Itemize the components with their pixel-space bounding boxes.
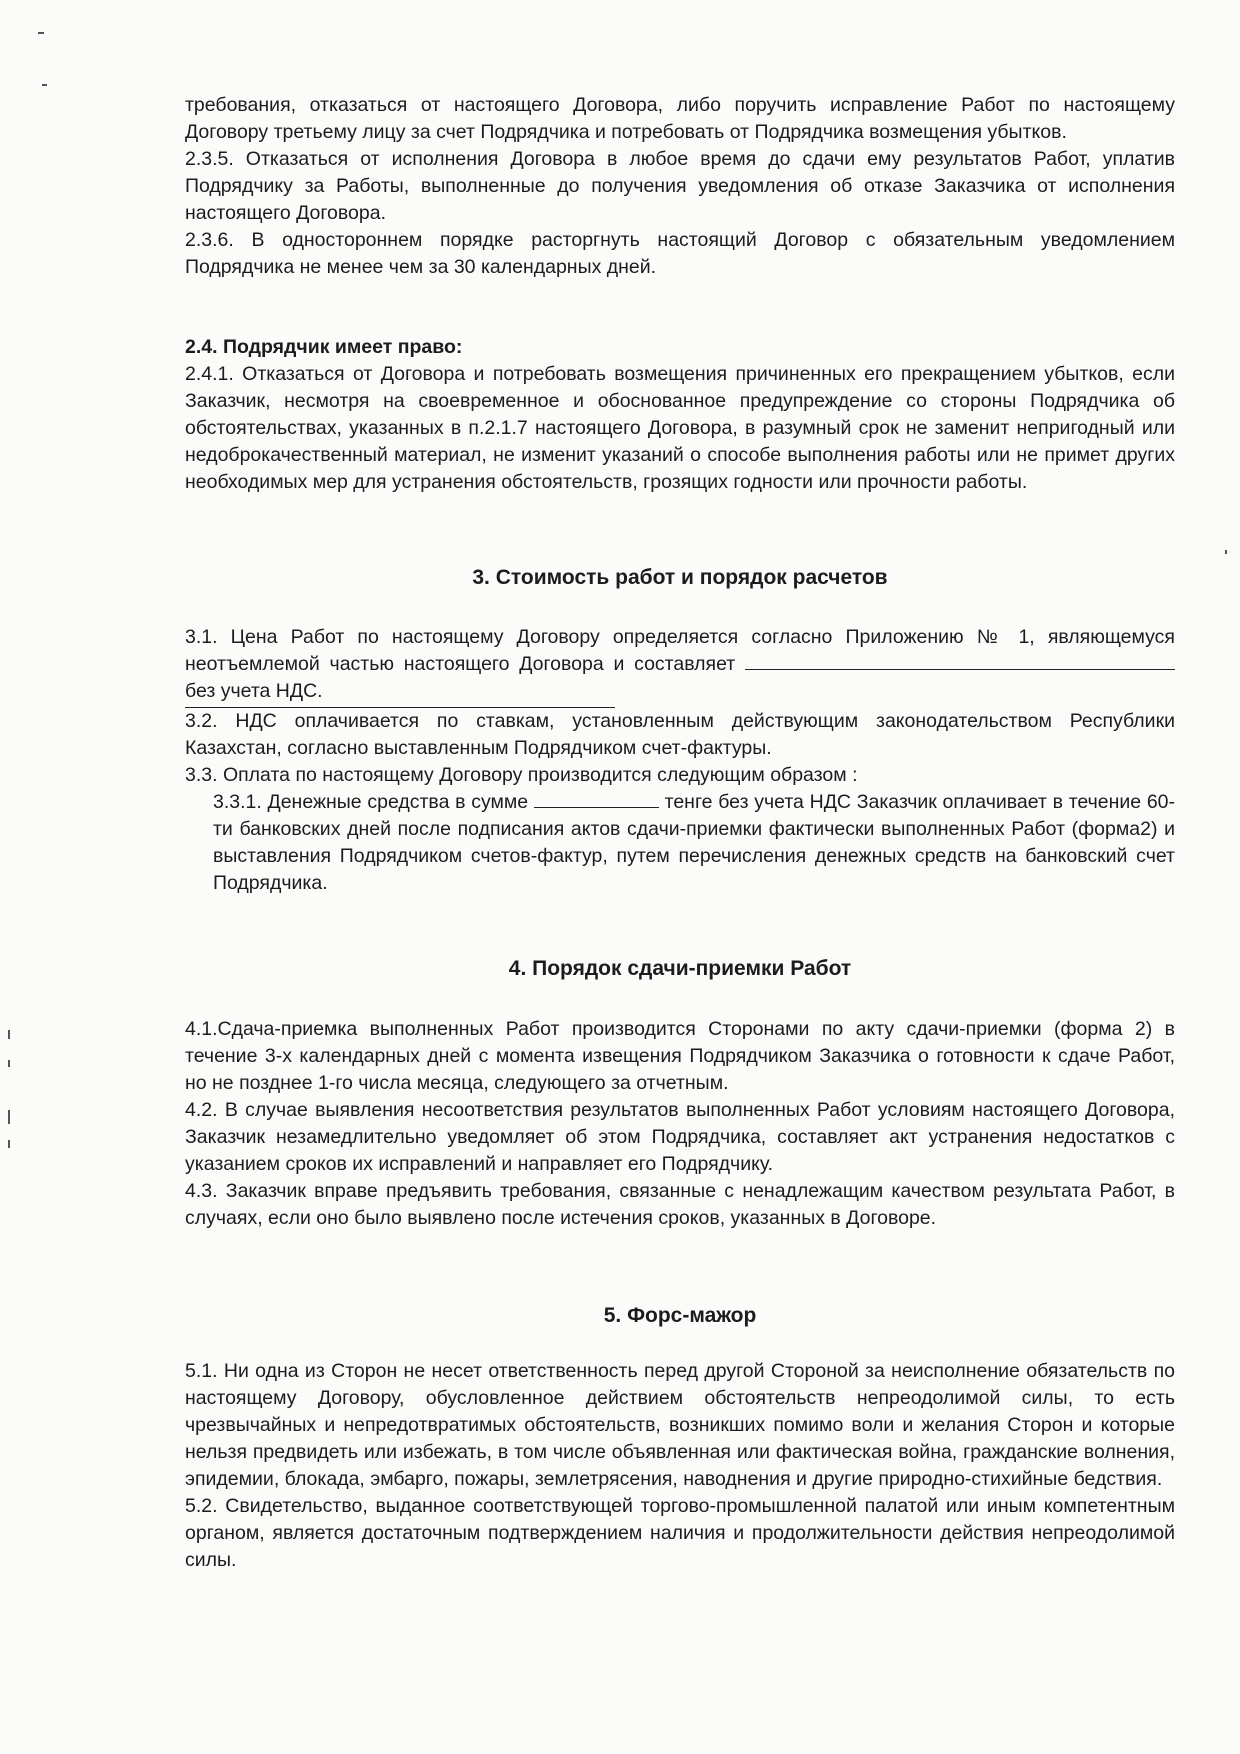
section-4-body [185,1016,1175,1232]
paragraph-3-1-text: 3.1. Цена Работ по настоящему Договору определяется согласно Приложению № 1, являющемуся неотъемлемой частью настоящего Договора и составляет [185,626,1175,675]
paragraph-2-3-4-tail: требования, отказаться от настоящего Договора, либо поручить исправление Работ по настоящему Договору третьему лицу за счет Подрядчика и потребовать от Подрядчика возмещения убытков. [185,94,1175,143]
paragraph-3-3-1-tail: тенге без учета НДС Заказчик оплачивает в течение 60-ти банковских дней после подписания актов сдачи-приемки фактически выполненных Работ (форма2) и выставления Подрядчиком счетов-фактур, путем перечисления денежных средств на банковский счет Подрядчика. [213,791,1176,894]
paragraph-4-3: 4.3. Заказчик вправе предъявить требования, связанные с ненадлежащим качеством результата Работ, в случаях, если оно было выявлено после истечения сроков, указанных в Договоре. [185,1180,1175,1229]
paragraph-3-2: 3.2. НДС оплачивается по ставкам, установленным действующим законодательством Республики Казахстан, согласно выставленным Подрядчиком счет-фактуры. [185,710,1175,759]
paragraph-3-1-tail: без учета НДС. [185,680,323,702]
paragraph-5-2: 5.2. Свидетельство, выданное соответствующей торгово-промышленной палатой или иным компетентным органом, является достаточным подтверждением наличия и продолжительности действия непреодолимой силы. [185,1495,1175,1571]
paragraph-5-1: 5.1. Ни одна из Сторон не несет ответственность перед другой Стороной за неисполнение обязательств по настоящему Договору, обусловленное действием обстоятельств непреодолимой силы, то есть чрезвычайных и непредотвратимых обстоятельств, возникших помимо воли и желания Сторон и которые нельзя предвидеть или избежать, в том числе объявленная или фактическая война, гражданские волнения, эпидемии, блокада, эмбарго, пожары, землетрясения, наводнения и другие природно-стихийные бедствия. [185,1360,1175,1490]
scan-speck [8,1110,10,1124]
scan-speck [8,1030,10,1039]
scan-speck [42,84,47,86]
subheading-2-4: 2.4. Подрядчик имеет право: [185,336,463,358]
section-5-heading: 5. Форс-мажор [603,1304,757,1327]
scan-speck [38,32,44,34]
section-3-heading: 3. Стоимость работ и порядок расчетов [472,566,888,589]
paragraph-2-3-5: 2.3.5. Отказаться от исполнения Договора в любое время до сдачи ему результатов Работ, уплатив Подрядчику за Работы, выполненные до получения уведомления об отказе Заказчика от исполнения настоящего Договора. [185,148,1175,224]
amount-blank-line [534,789,659,808]
paragraph-2-3-6: 2.3.6. В одностороннем порядке расторгнуть настоящий Договор с обязательным уведомлением Подрядчика не менее чем за 30 календарных дней. [185,229,1175,278]
section-2-4 [185,334,1175,496]
paragraph-3-3: 3.3. Оплата по настоящему Договору производится следующим образом : [185,764,858,786]
section-3-body [185,624,1175,897]
paragraph-3-1 [185,624,1175,705]
section-4-heading: 4. Порядок сдачи-приемки Работ [508,957,852,980]
section-5-body [185,1358,1175,1574]
paragraph-3-3-1 [185,789,1175,897]
paragraph-3-3-1-text: 3.3.1. Денежные средства в сумме [213,791,529,813]
scan-speck [1225,550,1227,554]
paragraph-4-1: 4.1.Сдача-приемка выполненных Работ производится Сторонами по акту сдачи-приемки (форма 2) в течение 3-х календарных дней с момента извещения Подрядчиком Заказчика о готовности к сдаче Работ, но не позднее 1-го числа месяца, следующего за отчетным. [185,1018,1175,1094]
scan-speck [8,1060,10,1067]
price-blank-line [745,651,1175,670]
paragraph-4-2: 4.2. В случае выявления несоответствия результатов выполненных Работ условиям настоящего Договора, Заказчик незамедлительно уведомляет об этом Подрядчика, составляет акт устранения недостатков с указанием сроков их исправлений и направляет его Подрядчику. [185,1099,1175,1175]
section-2-continued [185,92,1175,281]
paragraph-2-4-1: 2.4.1. Отказаться от Договора и потребовать возмещения причиненных его прекращением убытков, если Заказчик, несмотря на своевременное и обоснованное предупреждение со стороны Подрядчика об обстоятельствах, указанных в п.2.1.7 настоящего Договора, в разумный срок не заменит непригодный или недоброкачественный материал, не изменит указаний о способе выполнения работы или не примет других необходимых мер для устранения обстоятельств, грозящих годности или прочности работы. [185,363,1175,493]
scan-speck [8,1140,10,1148]
